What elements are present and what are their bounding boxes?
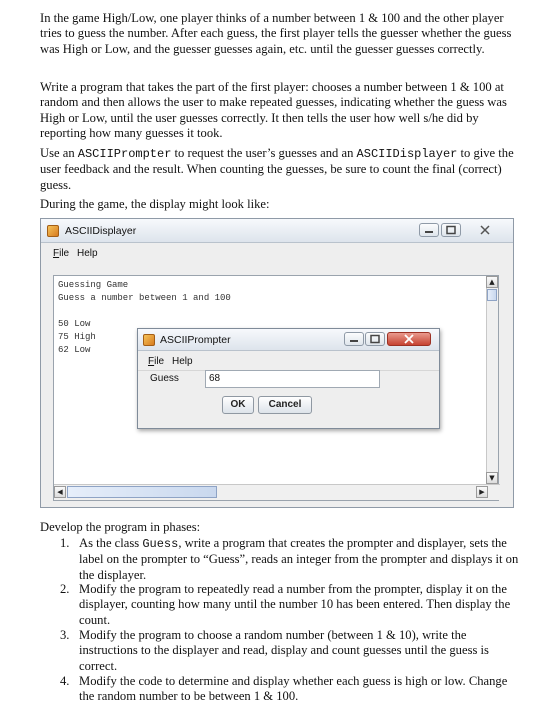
displayer-menu-help[interactable]: Help: [77, 248, 98, 259]
displayer-titlebar: [41, 219, 513, 243]
phases-intro: Develop the program in phases:: [40, 520, 201, 534]
code-asciidisplayer: ASCIIDisplayer: [356, 147, 458, 161]
displayer-title: ASCIIDisplayer: [65, 225, 137, 237]
guess-label: Guess: [150, 373, 179, 384]
intro-paragraph-3: [40, 146, 518, 193]
displayer-menu-file[interactable]: File: [53, 248, 70, 259]
output-line: 62 Low: [58, 345, 91, 355]
intro-paragraph-2: Write a program that takes the part of the first player: chooses a number between 1 & 100 at random and then allows the user to make repeated guesses, indicating whether the guess was High or Low, until the user guesses correctly. It then tells the user how well s/he did by reporting how many guesses it took.: [40, 80, 507, 141]
prompter-titlebar: [138, 329, 439, 351]
maximize-icon[interactable]: [441, 223, 461, 237]
cancel-button[interactable]: Cancel: [258, 396, 312, 414]
code-guess: Guess: [142, 537, 179, 551]
ascii-prompter-dialog: [137, 328, 440, 429]
step-number: 2.: [60, 582, 70, 596]
guess-input[interactable]: 68: [205, 370, 380, 388]
output-line: 50 Low: [58, 319, 91, 329]
vertical-scrollbar[interactable]: [486, 276, 498, 484]
step-text: Modify the program to repeatedly read a number from the prompter, display it on the displayer, counting how many until the number 10 has been entered. Then display the count.: [79, 582, 511, 627]
arrow-up-icon[interactable]: ▲: [486, 276, 498, 288]
ok-button[interactable]: OK: [222, 396, 254, 414]
java-cup-icon: [143, 334, 155, 346]
java-cup-icon: [47, 225, 59, 237]
vertical-scroll-thumb[interactable]: [487, 289, 497, 301]
horizontal-scrollbar[interactable]: [54, 484, 500, 500]
step-text: [79, 536, 519, 583]
step-number: 1.: [60, 536, 70, 550]
close-icon[interactable]: [469, 223, 499, 237]
prompter-menu-file[interactable]: File: [148, 356, 165, 367]
horizontal-scroll-thumb[interactable]: [67, 486, 217, 498]
step-text-b: , write a program that creates the prompter and displayer, sets the label on the prompter to “Guess”, reads an integer from the prompter and displays it on the displayer.: [79, 536, 519, 582]
ascii-displayer-window: [40, 218, 514, 508]
output-line: Guessing Game: [58, 280, 129, 290]
p3-text-a: Use an: [40, 146, 78, 160]
step-number: 3.: [60, 628, 70, 642]
step-number: 4.: [60, 674, 70, 688]
intro-paragraph-4: During the game, the display might look like:: [40, 197, 270, 211]
minimize-icon[interactable]: [344, 332, 364, 346]
arrow-left-icon[interactable]: ◀: [54, 486, 66, 498]
p3-text-b: to request the user’s guesses and an: [171, 146, 357, 160]
arrow-right-icon[interactable]: ▶: [476, 486, 488, 498]
output-line: 75 High: [58, 332, 96, 342]
intro-paragraph-1: In the game High/Low, one player thinks of a number between 1 & 100 and the other player tries to guess the number. After each guess, the first player tells the guesser whether the guess was High or Low, and the guesser guesses again, etc. until the guesser guesses correctly.: [40, 11, 512, 56]
step-text-a: As the class: [79, 536, 143, 550]
arrow-down-icon[interactable]: ▼: [486, 472, 498, 484]
prompter-title: ASCIIPrompter: [160, 334, 231, 346]
maximize-icon[interactable]: [365, 332, 385, 346]
prompter-menubar: [138, 353, 439, 371]
step-text: Modify the program to choose a random number (between 1 & 10), write the instructions to the displayer and read, display and count guesses until the guess is correct.: [79, 628, 489, 673]
minimize-icon[interactable]: [419, 223, 439, 237]
p3-text-c: to give the user feedback and the result. When counting the guesses, be sure to count the final (correct) guess.: [40, 146, 514, 192]
prompter-menu-help[interactable]: Help: [172, 356, 193, 367]
displayer-menubar: [41, 245, 513, 263]
step-text: Modify the code to determine and display whether each guess is high or low. Change the random number to be between 1 & 100.: [79, 674, 508, 704]
code-asciiprompter: ASCIIPrompter: [77, 147, 172, 161]
output-line: Guess a number between 1 and 100: [58, 293, 231, 303]
close-icon[interactable]: [387, 332, 431, 346]
